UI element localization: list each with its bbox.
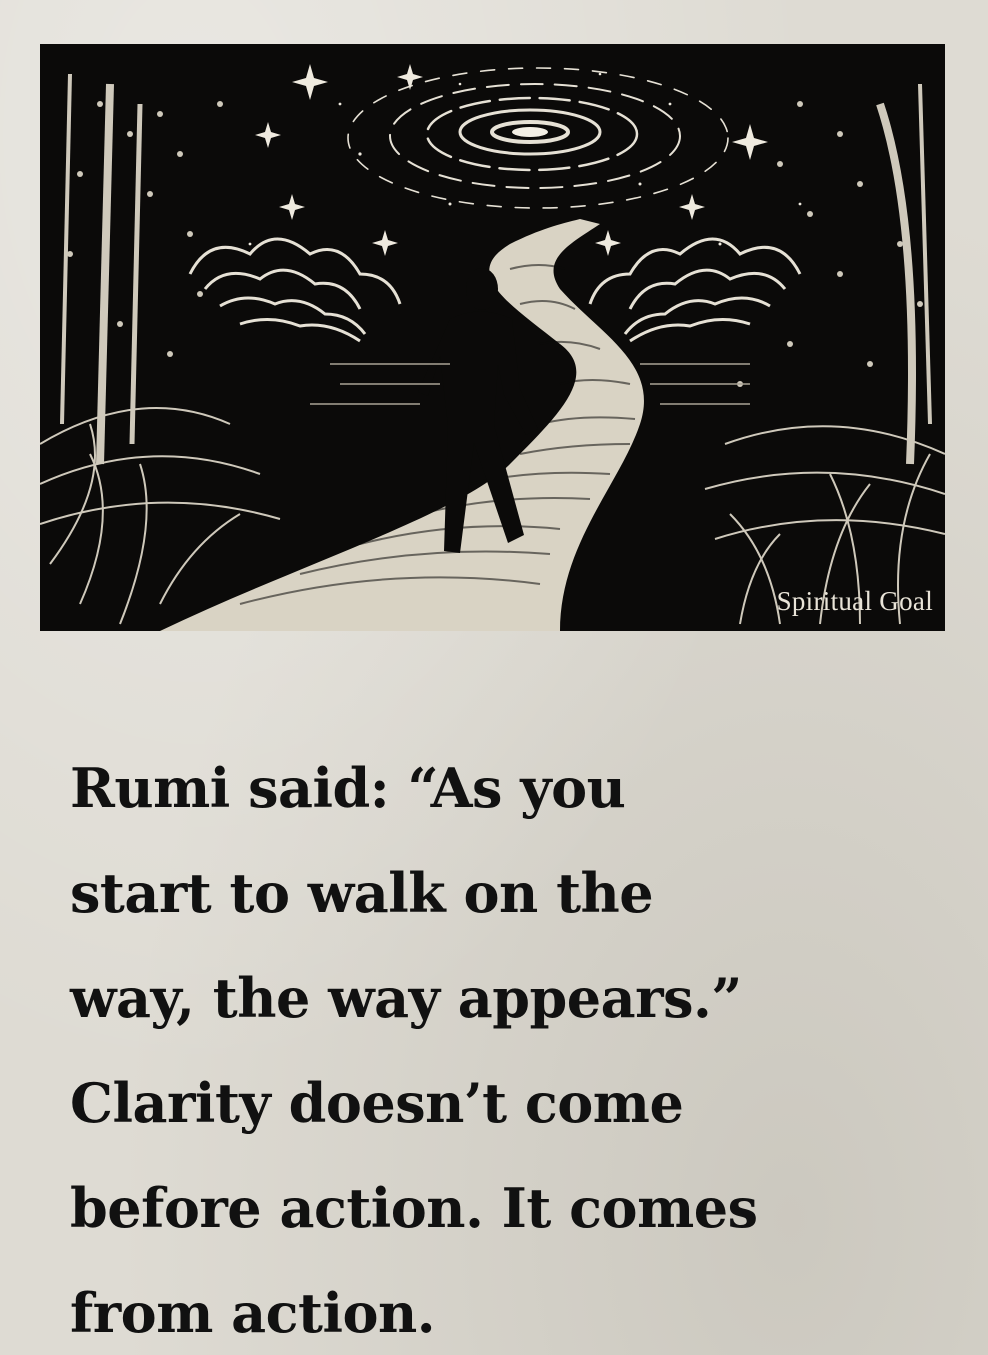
quote-line: start to walk on the bbox=[70, 861, 654, 925]
quote-text bbox=[70, 736, 930, 1355]
quote-line: from action. bbox=[70, 1281, 436, 1345]
quote-line: way, the way appears.” bbox=[70, 966, 742, 1030]
watermark-text: Spiritual Goal bbox=[776, 586, 933, 616]
quote-line: before action. It comes bbox=[70, 1176, 758, 1240]
night-path-illustration bbox=[40, 44, 945, 631]
quote-line: Clarity doesn’t come bbox=[70, 1071, 684, 1135]
illustration-svg bbox=[40, 44, 945, 631]
quote-line: Rumi said: “As you bbox=[70, 756, 626, 820]
